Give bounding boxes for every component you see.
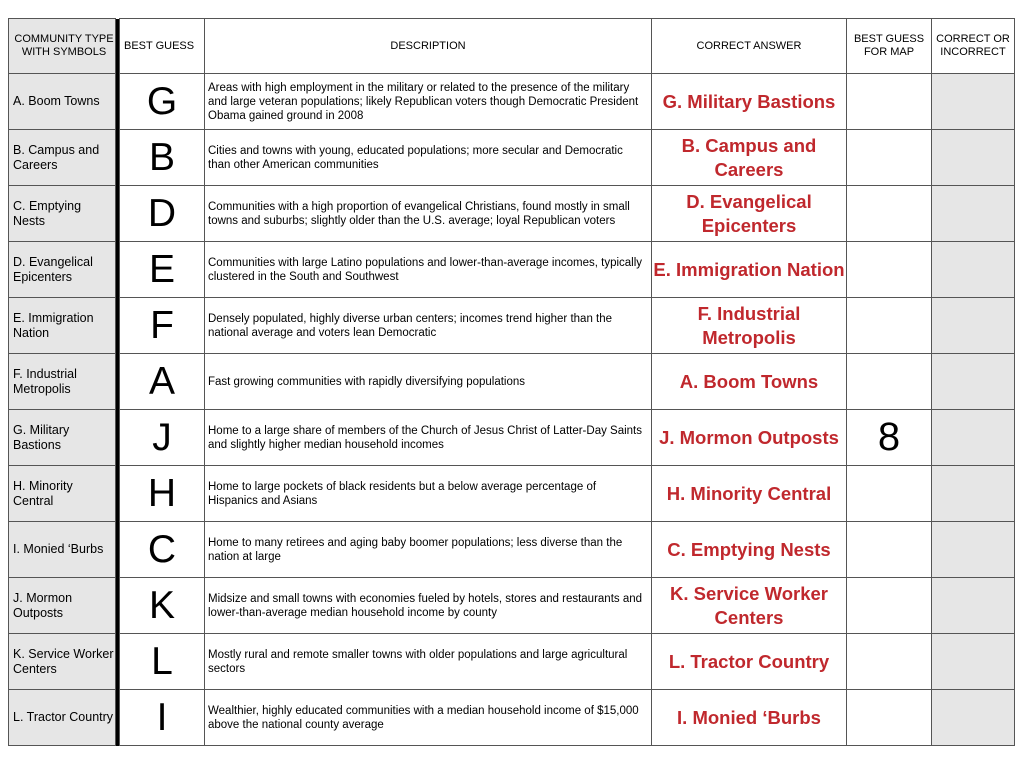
best-guess-map-cell[interactable] (847, 298, 932, 354)
community-type-cell: L. Tractor Country (9, 690, 116, 746)
best-guess-map-cell[interactable] (847, 522, 932, 578)
header-best-guess: BEST GUESS (120, 19, 205, 74)
community-type-cell: F. Industrial Metropolis (9, 354, 116, 410)
table-row (9, 130, 1015, 186)
header-correct-answer: CORRECT ANSWER (652, 19, 847, 74)
table-row (9, 354, 1015, 410)
best-guess-cell[interactable]: G (120, 74, 205, 130)
correct-incorrect-cell[interactable] (932, 410, 1015, 466)
community-type-cell: K. Service Worker Centers (9, 634, 116, 690)
description-cell: Fast growing communities with rapidly diversifying populations (205, 354, 652, 410)
correct-incorrect-cell[interactable] (932, 242, 1015, 298)
best-guess-cell[interactable]: B (120, 130, 205, 186)
correct-incorrect-cell[interactable] (932, 578, 1015, 634)
community-type-cell: D. Evangelical Epicenters (9, 242, 116, 298)
best-guess-cell[interactable]: E (120, 242, 205, 298)
best-guess-cell[interactable]: H (120, 466, 205, 522)
header-row (9, 19, 1015, 74)
table-row (9, 634, 1015, 690)
best-guess-cell[interactable]: J (120, 410, 205, 466)
table-row (9, 410, 1015, 466)
best-guess-map-cell[interactable] (847, 578, 932, 634)
header-best-guess-map: BEST GUESS FOR MAP (847, 19, 932, 74)
correct-incorrect-cell[interactable] (932, 466, 1015, 522)
table-row (9, 186, 1015, 242)
header-description: DESCRIPTION (205, 19, 652, 74)
correct-answer-cell: H. Minority Central (652, 466, 847, 522)
best-guess-cell[interactable]: D (120, 186, 205, 242)
description-cell: Home to many retirees and aging baby boomer populations; less diverse than the nation at large (205, 522, 652, 578)
description-cell: Home to a large share of members of the Church of Jesus Christ of Latter-Day Saints and slightly higher median household incomes (205, 410, 652, 466)
best-guess-map-cell[interactable] (847, 242, 932, 298)
description-cell: Midsize and small towns with economies fueled by hotels, stores and restaurants and lower-than-average median household income by county (205, 578, 652, 634)
community-type-cell: E. Immigration Nation (9, 298, 116, 354)
best-guess-map-cell[interactable] (847, 354, 932, 410)
correct-answer-cell: J. Mormon Outposts (652, 410, 847, 466)
table-row (9, 74, 1015, 130)
correct-incorrect-cell[interactable] (932, 522, 1015, 578)
correct-incorrect-cell[interactable] (932, 634, 1015, 690)
header-community-type: COMMUNITY TYPE WITH SYMBOLS (9, 19, 116, 74)
best-guess-cell[interactable]: K (120, 578, 205, 634)
table-row (9, 242, 1015, 298)
description-cell: Cities and towns with young, educated populations; more secular and Democratic than other American communities (205, 130, 652, 186)
community-type-table (8, 18, 1015, 746)
best-guess-map-cell[interactable] (847, 130, 932, 186)
description-cell: Areas with high employment in the military or related to the presence of the military and large veteran populations; likely Republican voters though Democratic President Obama gained ground in 2008 (205, 74, 652, 130)
correct-answer-cell: D. Evangelical Epicenters (652, 186, 847, 242)
community-type-cell: B. Campus and Careers (9, 130, 116, 186)
description-cell: Home to large pockets of black residents but a below average percentage of Hispanics and Asians (205, 466, 652, 522)
table-row (9, 298, 1015, 354)
correct-incorrect-cell[interactable] (932, 130, 1015, 186)
correct-answer-cell: A. Boom Towns (652, 354, 847, 410)
table-row (9, 466, 1015, 522)
worksheet (8, 18, 1015, 746)
community-type-cell: C. Emptying Nests (9, 186, 116, 242)
community-type-cell: H. Minority Central (9, 466, 116, 522)
correct-answer-cell: B. Campus and Careers (652, 130, 847, 186)
correct-incorrect-cell[interactable] (932, 690, 1015, 746)
community-type-cell: G. Military Bastions (9, 410, 116, 466)
correct-answer-cell: K. Service Worker Centers (652, 578, 847, 634)
community-type-cell: J. Mormon Outposts (9, 578, 116, 634)
best-guess-map-cell[interactable] (847, 186, 932, 242)
best-guess-map-cell[interactable] (847, 634, 932, 690)
description-cell: Communities with large Latino populations and lower-than-average incomes, typically clustered in the South and Southwest (205, 242, 652, 298)
description-cell: Mostly rural and remote smaller towns with older populations and large agricultural sectors (205, 634, 652, 690)
correct-incorrect-cell[interactable] (932, 186, 1015, 242)
correct-answer-cell: E. Immigration Nation (652, 242, 847, 298)
best-guess-map-cell[interactable]: 8 (847, 410, 932, 466)
correct-answer-cell: I. Monied ‘Burbs (652, 690, 847, 746)
best-guess-cell[interactable]: L (120, 634, 205, 690)
best-guess-map-cell[interactable] (847, 74, 932, 130)
community-type-cell: A. Boom Towns (9, 74, 116, 130)
table-row (9, 690, 1015, 746)
description-cell: Wealthier, highly educated communities with a median household income of $15,000 above the national county average (205, 690, 652, 746)
best-guess-map-cell[interactable] (847, 690, 932, 746)
description-cell: Communities with a high proportion of evangelical Christians, found mostly in small towns and suburbs; slightly older than the U.S. average; loyal Republican voters (205, 186, 652, 242)
correct-answer-cell: G. Military Bastions (652, 74, 847, 130)
header-correct-incorrect: CORRECT OR INCORRECT (932, 19, 1015, 74)
correct-answer-cell: C. Emptying Nests (652, 522, 847, 578)
best-guess-cell[interactable]: I (120, 690, 205, 746)
best-guess-cell[interactable]: F (120, 298, 205, 354)
correct-answer-cell: F. Industrial Metropolis (652, 298, 847, 354)
correct-answer-cell: L. Tractor Country (652, 634, 847, 690)
correct-incorrect-cell[interactable] (932, 74, 1015, 130)
best-guess-map-cell[interactable] (847, 466, 932, 522)
correct-incorrect-cell[interactable] (932, 354, 1015, 410)
community-type-cell: I. Monied ‘Burbs (9, 522, 116, 578)
description-cell: Densely populated, highly diverse urban centers; incomes trend higher than the national average and voters lean Democratic (205, 298, 652, 354)
best-guess-cell[interactable]: C (120, 522, 205, 578)
table-row (9, 522, 1015, 578)
correct-incorrect-cell[interactable] (932, 298, 1015, 354)
table-row (9, 578, 1015, 634)
best-guess-cell[interactable]: A (120, 354, 205, 410)
